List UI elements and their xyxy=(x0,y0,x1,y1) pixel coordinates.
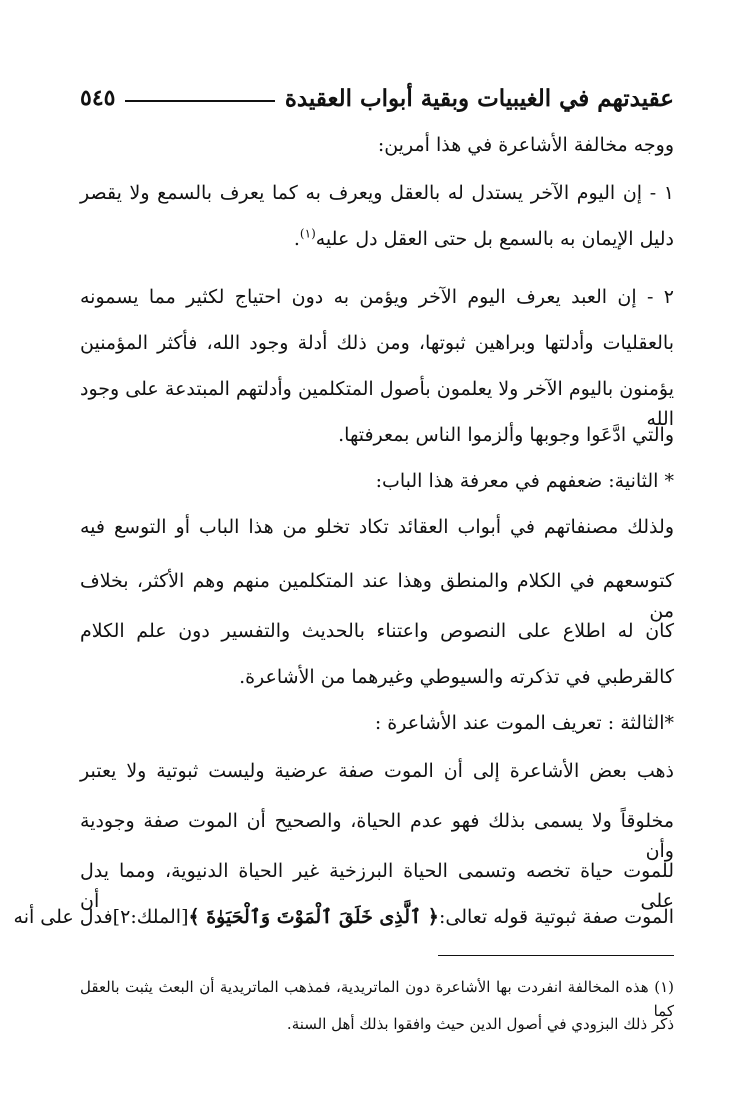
body-line: يؤمنون باليوم الآخر ولا يعلمون بأصول المتكلمين وأدلتهم المبتدعة على وجود الله xyxy=(80,378,674,430)
body-line: ٢ - إن العبد يعرف اليوم الآخر ويؤمن به دون احتياج لكثير مما يسمونه xyxy=(80,286,674,308)
header-rule xyxy=(125,100,274,102)
body-line: مخلوقاً ولا يسمى بذلك فهو عدم الحياة، والصحيح أن الموت صفة وجودية وأن xyxy=(80,810,674,862)
body-line: ١ - إن اليوم الآخر يستدل له بالعقل ويعرف به كما يعرف بالسمع ولا يقصر xyxy=(80,182,674,204)
body-line: ولذلك مصنفاتهم في أبواب العقائد تكاد تخلو من هذا الباب أو التوسع فيه xyxy=(80,516,674,538)
body-line xyxy=(80,224,674,254)
footnote-line: ذكر ذلك البزودي في أصول الدين حيث وافقوا بذلك أهل السنة. xyxy=(286,1015,674,1033)
body-line: كالقرطبي في تذكرته والسيوطي وغيرهما من الأشاعرة. xyxy=(239,666,674,688)
running-title: عقيدتهم في الغيبيات وبقية أبواب العقيدة xyxy=(284,84,674,112)
footnote-rule xyxy=(438,955,674,956)
section-heading: * الثانية: ضعفهم في معرفة هذا الباب: xyxy=(375,470,674,492)
verse-intro: الموت صفة ثبوتية قوله تعالى: xyxy=(438,906,674,928)
page-number: ٥٤٥ xyxy=(80,85,116,111)
body-line: بالعقليات وأدلتها وبراهين ثبوتها، ومن ذلك أدلة وجود الله، فأكثر المؤمنين xyxy=(80,332,674,354)
body-line-text: دليل الإيمان به بالسمع بل حتى العقل دل عليه xyxy=(315,228,674,250)
body-line-verse xyxy=(13,902,674,932)
body-line: كتوسعهم في الكلام والمنطق وهذا عند المتكلمين منهم وهم الأكثر، بخلاف من xyxy=(80,570,674,622)
body-line: ذهب بعض الأشاعرة إلى أن الموت صفة عرضية وليست ثبوتية ولا يعتبر xyxy=(80,760,674,782)
page-header xyxy=(80,76,674,120)
footnote-line: (١) هذه المخالفة انفردت بها الأشاعرة دون الماتريدية، فمذهب الماتريدية أن البعث يثبت بالعقل كما xyxy=(80,978,674,1020)
body-line: والتي ادَّعَوا وجوبها وألزموا الناس بمعرفتها. xyxy=(338,424,674,446)
body-line: ووجه مخالفة الأشاعرة في هذا أمرين: xyxy=(377,134,674,156)
body-line: كان له اطلاع على النصوص واعتناء بالحديث والتفسير دون علم الكلام xyxy=(80,620,674,642)
quran-verse: ﴿ ٱلَّذِى خَلَقَ ٱلْمَوْتَ وَٱلْحَيَوٰةَ ﴾ xyxy=(188,906,439,928)
verse-conclusion: فدل على أنه xyxy=(13,906,113,928)
verse-citation: [الملك:٢] xyxy=(112,906,189,928)
section-heading: *الثالثة : تعريف الموت عند الأشاعرة : xyxy=(374,712,674,734)
body-line: للموت حياة تخصه وتسمى الحياة البرزخية غير الحياة الدنيوية، ومما يدل على أن xyxy=(80,860,674,912)
footnote-marker: (١) xyxy=(299,226,316,241)
line-end-punct: . xyxy=(293,228,300,250)
